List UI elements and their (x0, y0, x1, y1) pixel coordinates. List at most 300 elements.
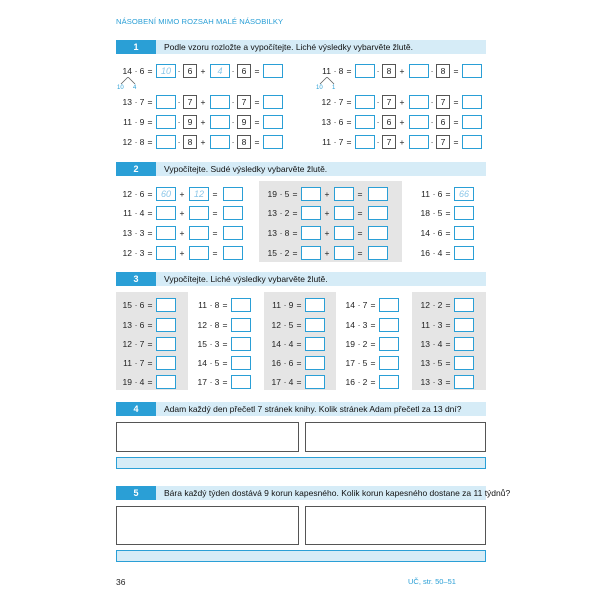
result-box[interactable] (379, 318, 399, 332)
factor-a: 11 (198, 300, 207, 310)
multiply-sign: · (333, 137, 337, 147)
factor-box: 9 (237, 115, 251, 129)
result-box[interactable] (462, 64, 482, 78)
factor-a: 13 (267, 228, 277, 238)
exercise-row (319, 115, 494, 129)
calculation-box[interactable] (305, 506, 486, 545)
equals-sign: = (147, 339, 153, 349)
factor-a: 16 (420, 248, 430, 258)
exercise-row (418, 246, 486, 260)
multiply-sign: · (231, 117, 235, 127)
answer-box[interactable] (334, 187, 354, 201)
equals-sign: = (346, 66, 352, 76)
equals-sign: = (254, 117, 260, 127)
result-box[interactable] (223, 226, 243, 240)
factor-b: 6 (139, 300, 145, 310)
factor-box: 8 (436, 64, 450, 78)
factor-b: 7 (139, 339, 145, 349)
factor-b: 8 (139, 137, 145, 147)
multiply-sign: · (432, 358, 436, 368)
factor-a: 13 (122, 320, 132, 330)
equals-sign: = (453, 137, 459, 147)
result-box[interactable] (156, 298, 176, 312)
equals-sign: = (370, 320, 376, 330)
multiply-sign: · (177, 117, 181, 127)
result-box[interactable] (156, 356, 176, 370)
equals-sign: = (370, 377, 376, 387)
factor-a: 15 (197, 339, 207, 349)
equals-sign: = (453, 117, 459, 127)
result-box[interactable] (368, 226, 388, 240)
exercise-row (418, 226, 486, 240)
result-box[interactable] (454, 337, 474, 351)
factor-a: 12 (122, 339, 132, 349)
result-box[interactable] (263, 135, 283, 149)
plus-sign: + (399, 137, 405, 147)
factor-a: 14 (420, 228, 430, 238)
exercise-row (120, 298, 182, 312)
calculation-box[interactable] (305, 422, 486, 452)
answer-box[interactable] (334, 226, 354, 240)
multiply-sign: · (134, 377, 138, 387)
factor-b: 4 (288, 339, 294, 349)
multiply-sign: · (279, 228, 283, 238)
equals-sign: = (254, 66, 260, 76)
answer-box[interactable] (409, 115, 429, 129)
answer-box[interactable] (355, 64, 375, 78)
answer-box[interactable] (301, 246, 321, 260)
factor-a: 16 (345, 377, 355, 387)
multiply-sign: · (357, 320, 361, 330)
exercise-row (120, 318, 182, 332)
result-box[interactable] (305, 337, 325, 351)
exercise-row (269, 337, 331, 351)
result-box[interactable] (379, 356, 399, 370)
equals-sign: = (147, 248, 153, 258)
exercise-row (120, 187, 255, 201)
exercise-row (343, 375, 405, 389)
multiply-sign: · (177, 97, 181, 107)
result-box[interactable] (156, 337, 176, 351)
equals-sign: = (147, 117, 153, 127)
calculation-box[interactable] (116, 506, 299, 545)
equals-sign: = (292, 248, 298, 258)
answer-box[interactable] (454, 206, 474, 220)
answer-box[interactable] (355, 135, 375, 149)
plus-sign: + (179, 228, 185, 238)
factor-a: 12 (197, 320, 207, 330)
factor-box: 7 (183, 95, 197, 109)
equals-sign: = (296, 377, 302, 387)
answer-box[interactable] (301, 206, 321, 220)
factor-a: 13 (420, 377, 430, 387)
equals-sign: = (292, 208, 298, 218)
equals-sign: = (357, 189, 363, 199)
textbook-reference: UČ, str. 50–51 (408, 577, 456, 586)
plus-sign: + (324, 228, 330, 238)
answer-box[interactable] (156, 95, 176, 109)
result-box[interactable] (368, 206, 388, 220)
factor-a: 17 (271, 377, 281, 387)
factor-a: 11 (123, 208, 132, 218)
exercise-row (120, 375, 182, 389)
multiply-sign: · (432, 300, 436, 310)
answer-box[interactable] (355, 115, 375, 129)
exercise-row (269, 375, 331, 389)
plus-sign: + (200, 117, 206, 127)
result-box[interactable] (379, 298, 399, 312)
factor-b: 5 (437, 208, 443, 218)
factor-b: 2 (284, 248, 290, 258)
result-box[interactable] (223, 246, 243, 260)
exercise-row (269, 318, 331, 332)
multiply-sign: · (333, 117, 337, 127)
answer-box[interactable]: 10 (156, 64, 176, 78)
exercise-row (120, 337, 182, 351)
equals-sign: = (296, 358, 302, 368)
factor-b: 7 (362, 300, 368, 310)
answer-box[interactable] (156, 246, 176, 260)
multiply-sign: · (283, 358, 287, 368)
equals-sign: = (346, 97, 352, 107)
section-number: 1 (116, 40, 156, 54)
factor-a: 12 (271, 320, 281, 330)
multiply-sign: · (430, 117, 434, 127)
equals-sign: = (212, 248, 218, 258)
exercise-row (418, 206, 486, 220)
plus-sign: + (179, 189, 185, 199)
factor-a: 11 (272, 300, 281, 310)
equals-sign: = (147, 300, 153, 310)
multiply-sign: · (283, 377, 287, 387)
plus-sign: + (179, 208, 185, 218)
equals-sign: = (445, 228, 451, 238)
result-box[interactable] (305, 318, 325, 332)
equals-sign: = (222, 377, 228, 387)
factor-b: 6 (139, 189, 145, 199)
factor-b: 3 (437, 377, 443, 387)
answer-box[interactable]: 4 (210, 64, 230, 78)
answer-box[interactable] (355, 95, 375, 109)
equals-sign: = (147, 189, 153, 199)
factor-a: 14 (345, 320, 355, 330)
result-box[interactable] (454, 298, 474, 312)
plus-sign: + (324, 208, 330, 218)
answer-box[interactable] (189, 246, 209, 260)
exercise-row (418, 298, 480, 312)
multiply-sign: · (357, 300, 361, 310)
multiply-sign: · (209, 358, 213, 368)
result-box[interactable] (379, 337, 399, 351)
multiply-sign: · (231, 97, 235, 107)
answer-box[interactable]: 60 (156, 187, 176, 201)
factor-b: 8 (214, 320, 220, 330)
section-2-header (116, 162, 486, 176)
answer-box[interactable] (156, 206, 176, 220)
answer-box[interactable] (334, 246, 354, 260)
answer-strip[interactable] (116, 457, 486, 469)
exercise-row (195, 375, 257, 389)
multiply-sign: · (283, 300, 287, 310)
factor-a: 11 (123, 117, 132, 127)
page-title: NÁSOBENÍ MIMO ROZSAH MALÉ NÁSOBILKY (116, 17, 284, 26)
factor-box: 7 (436, 95, 450, 109)
multiply-sign: · (209, 377, 213, 387)
exercise-row (265, 187, 400, 201)
answer-box[interactable] (210, 135, 230, 149)
section-3-header (116, 272, 486, 286)
factor-b: 8 (284, 228, 290, 238)
result-box[interactable] (156, 375, 176, 389)
factor-b: 5 (437, 358, 443, 368)
equals-sign: = (222, 300, 228, 310)
equals-sign: = (445, 377, 451, 387)
answer-box[interactable]: 12 (189, 187, 209, 201)
factor-b: 2 (362, 377, 368, 387)
answer-box[interactable] (189, 226, 209, 240)
exercise-row (269, 356, 331, 370)
multiply-sign: · (134, 66, 138, 76)
exercise-row (120, 64, 295, 78)
factor-b: 5 (288, 320, 294, 330)
multiply-sign: · (432, 228, 436, 238)
multiply-sign: · (231, 66, 235, 76)
multiply-sign: · (283, 339, 287, 349)
equals-sign: = (445, 189, 451, 199)
section-5-header (116, 486, 511, 500)
equals-sign: = (445, 300, 451, 310)
exercise-row (195, 337, 257, 351)
equals-sign: = (296, 300, 302, 310)
factor-a: 11 (421, 320, 430, 330)
factor-a: 12 (122, 137, 132, 147)
result-box[interactable] (223, 206, 243, 220)
factor-b: 2 (437, 300, 443, 310)
result-box[interactable] (305, 356, 325, 370)
result-box[interactable] (231, 337, 251, 351)
multiply-sign: · (279, 208, 283, 218)
factor-b: 5 (362, 358, 368, 368)
factor-b: 4 (437, 248, 443, 258)
section-instruction: Podle vzoru rozložte a vypočítejte. Liché výsledky vybarvěte žlutě. (164, 42, 413, 52)
equals-sign: = (222, 320, 228, 330)
result-box[interactable] (231, 298, 251, 312)
factor-b: 7 (139, 358, 145, 368)
factor-a: 12 (321, 97, 331, 107)
exercise-row (418, 337, 480, 351)
factor-a: 12 (122, 248, 132, 258)
answer-box[interactable] (409, 95, 429, 109)
result-box[interactable] (231, 375, 251, 389)
exercise-row (343, 298, 405, 312)
exercise-row (269, 298, 331, 312)
answer-box[interactable] (454, 246, 474, 260)
multiply-sign: · (134, 117, 138, 127)
exercise-row (418, 356, 480, 370)
result-box[interactable] (231, 356, 251, 370)
result-box[interactable] (368, 187, 388, 201)
multiply-sign: · (134, 208, 138, 218)
equals-sign: = (453, 66, 459, 76)
result-box[interactable] (462, 135, 482, 149)
answer-box[interactable] (156, 226, 176, 240)
answer-box[interactable] (301, 187, 321, 201)
equals-sign: = (346, 137, 352, 147)
multiply-sign: · (432, 320, 436, 330)
equals-sign: = (147, 228, 153, 238)
result-box[interactable] (263, 95, 283, 109)
answer-box[interactable] (301, 226, 321, 240)
equals-sign: = (370, 339, 376, 349)
factor-a: 14 (345, 300, 355, 310)
split-part: 4 (133, 85, 137, 91)
equals-sign: = (445, 358, 451, 368)
answer-box[interactable] (210, 115, 230, 129)
section-1-header (116, 40, 486, 54)
exercise-row (319, 64, 494, 78)
result-box[interactable] (462, 115, 482, 129)
split-part: 10 (316, 85, 323, 91)
factor-a: 12 (420, 300, 430, 310)
multiply-sign: · (357, 377, 361, 387)
exercise-row (195, 318, 257, 332)
answer-box[interactable] (210, 95, 230, 109)
multiply-sign: · (376, 117, 380, 127)
factor-a: 11 (322, 66, 331, 76)
factor-a: 13 (420, 358, 430, 368)
multiply-sign: · (432, 248, 436, 258)
page-number: 36 (116, 577, 126, 587)
factor-b: 8 (338, 66, 344, 76)
factor-a: 15 (267, 248, 277, 258)
factor-b: 4 (139, 208, 145, 218)
factor-a: 17 (345, 358, 355, 368)
section-instruction: Vypočítejte. Sudé výsledky vybarvěte žlutě. (164, 164, 328, 174)
factor-b: 9 (139, 117, 145, 127)
worksheet-page (96, 0, 511, 600)
factor-box: 7 (237, 95, 251, 109)
multiply-sign: · (209, 300, 213, 310)
factor-b: 4 (288, 377, 294, 387)
equals-sign: = (147, 320, 153, 330)
equals-sign: = (212, 189, 218, 199)
answer-strip[interactable] (116, 550, 486, 562)
result-box[interactable] (156, 318, 176, 332)
exercise-row (265, 206, 400, 220)
section-instruction: Bára každý týden dostává 9 korun kapesného. Kolik korun kapesného dostane za 11 týdnů? (164, 488, 511, 498)
factor-a: 13 (267, 208, 277, 218)
exercise-row (418, 375, 480, 389)
exercise-row (120, 226, 255, 240)
exercise-row (195, 356, 257, 370)
result-box[interactable] (305, 298, 325, 312)
factor-b: 9 (288, 300, 294, 310)
factor-a: 11 (123, 358, 132, 368)
exercise-row (343, 337, 405, 351)
result-box[interactable] (454, 356, 474, 370)
factor-a: 19 (267, 189, 277, 199)
section-number: 2 (116, 162, 156, 176)
answer-box[interactable] (334, 206, 354, 220)
result-box[interactable] (263, 115, 283, 129)
factor-b: 3 (214, 339, 220, 349)
factor-box: 7 (436, 135, 450, 149)
result-box[interactable] (368, 246, 388, 260)
factor-a: 19 (345, 339, 355, 349)
factor-a: 16 (271, 358, 281, 368)
plus-sign: + (399, 117, 405, 127)
split-part: 10 (117, 85, 124, 91)
answer-box[interactable] (409, 64, 429, 78)
multiply-sign: · (209, 320, 213, 330)
equals-sign: = (147, 208, 153, 218)
multiply-sign: · (432, 377, 436, 387)
plus-sign: + (324, 189, 330, 199)
plus-sign: + (399, 66, 405, 76)
factor-b: 4 (139, 377, 145, 387)
equals-sign: = (357, 228, 363, 238)
answer-box[interactable] (156, 115, 176, 129)
factor-b: 3 (362, 320, 368, 330)
equals-sign: = (222, 358, 228, 368)
result-box[interactable] (231, 318, 251, 332)
exercise-row (343, 318, 405, 332)
exercise-row (120, 246, 255, 260)
exercise-row (343, 356, 405, 370)
exercise-row (120, 95, 295, 109)
multiply-sign: · (134, 228, 138, 238)
result-box[interactable] (454, 375, 474, 389)
factor-a: 13 (420, 339, 430, 349)
factor-box: 7 (382, 135, 396, 149)
factor-b: 5 (284, 189, 290, 199)
result-box[interactable] (263, 64, 283, 78)
factor-box: 7 (382, 95, 396, 109)
multiply-sign: · (376, 66, 380, 76)
result-box[interactable] (305, 375, 325, 389)
multiply-sign: · (134, 248, 138, 258)
split-lines (118, 77, 138, 85)
equals-sign: = (445, 248, 451, 258)
equals-sign: = (445, 208, 451, 218)
multiply-sign: · (333, 97, 337, 107)
factor-a: 12 (122, 189, 132, 199)
answer-box[interactable] (156, 135, 176, 149)
multiply-sign: · (134, 137, 138, 147)
multiply-sign: · (134, 358, 138, 368)
result-box[interactable] (462, 95, 482, 109)
exercise-row (120, 135, 295, 149)
factor-b: 7 (338, 97, 344, 107)
factor-b: 6 (437, 228, 443, 238)
multiply-sign: · (430, 137, 434, 147)
exercise-row (120, 356, 182, 370)
answer-box[interactable] (189, 206, 209, 220)
answer-box[interactable] (454, 226, 474, 240)
factor-box: 8 (237, 135, 251, 149)
result-box[interactable] (454, 318, 474, 332)
result-box[interactable] (223, 187, 243, 201)
multiply-sign: · (432, 208, 436, 218)
factor-a: 13 (122, 228, 132, 238)
factor-box: 9 (183, 115, 197, 129)
equals-sign: = (254, 97, 260, 107)
answer-box[interactable] (409, 135, 429, 149)
result-box[interactable] (379, 375, 399, 389)
exercise-row (265, 226, 400, 240)
answer-box[interactable]: 66 (454, 187, 474, 201)
calculation-box[interactable] (116, 422, 299, 452)
